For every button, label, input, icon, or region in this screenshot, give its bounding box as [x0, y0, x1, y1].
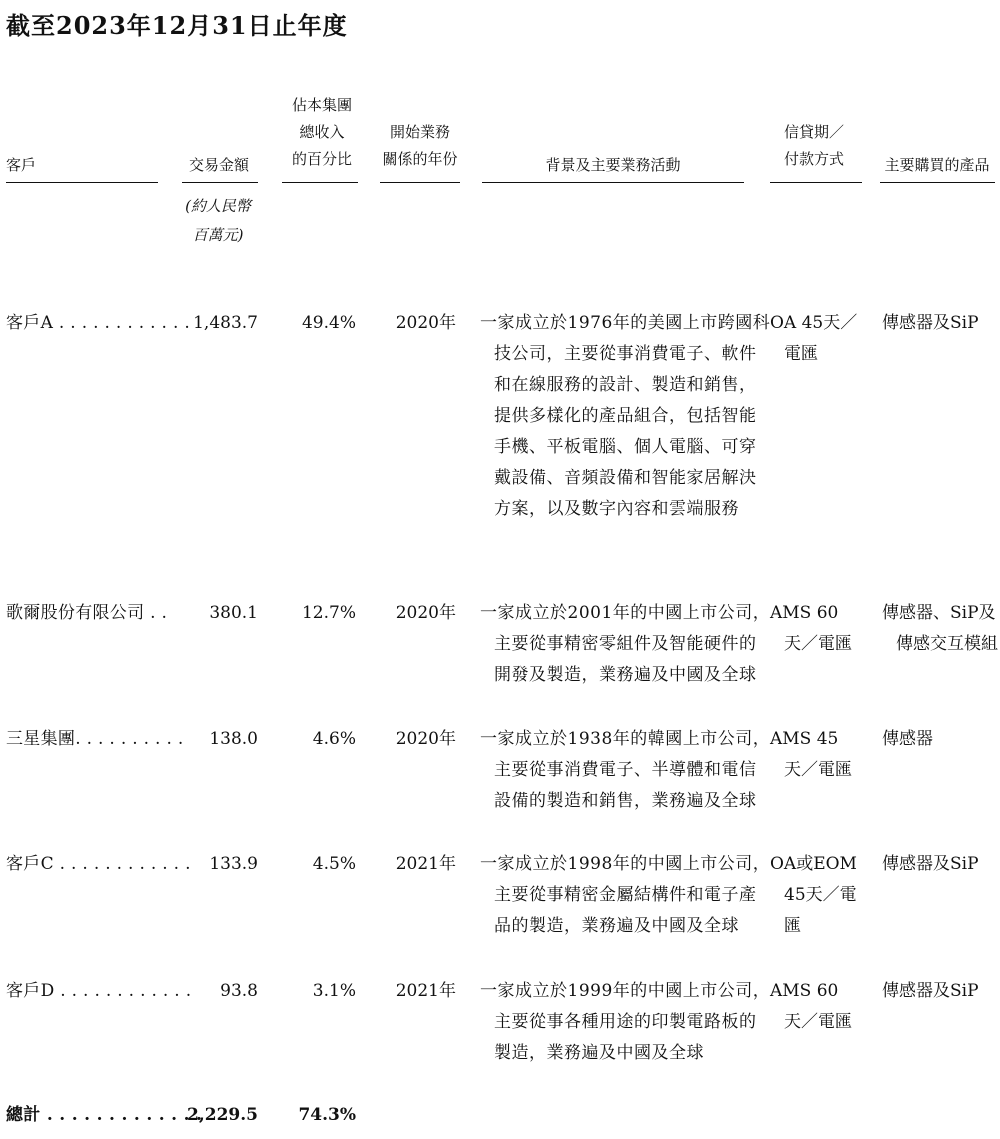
total-amount: 2,229.5	[187, 1105, 258, 1125]
header-background	[482, 152, 744, 179]
header-year	[378, 119, 462, 173]
terms-line: 匯	[784, 916, 801, 936]
customer-name: 客戶C . . . . . . . . . . . .	[6, 854, 191, 874]
products-purchased	[882, 308, 997, 339]
header-year-line-2: 關係的年份	[382, 150, 458, 168]
start-year: 2021年	[395, 981, 456, 1001]
terms-line: 天／電匯	[784, 634, 852, 654]
header-amount-label: 交易金額	[188, 156, 249, 174]
products-line: 傳感器及SiP	[882, 981, 979, 1001]
background-line: 提供多樣化的產品組合，包括智能	[494, 406, 757, 426]
products-line: 傳感器及SiP	[882, 313, 979, 333]
transaction-amount: 380.1	[209, 603, 258, 623]
products-purchased	[882, 724, 997, 755]
customer-name: 三星集團. . . . . . . . . .	[6, 729, 184, 749]
background-line: 戴設備、音頻設備和智能家居解決	[494, 468, 757, 488]
background-description	[480, 724, 771, 817]
header-background-label: 背景及主要業務活動	[545, 156, 681, 174]
header-share-line-1: 佔本集團	[291, 96, 352, 114]
background-line: 一家成立於1976年的美國上市跨國科	[480, 313, 771, 333]
header-rule-products	[880, 182, 995, 183]
background-line: 技公司，主要從事消費電子、軟件	[494, 344, 757, 364]
background-line: 設備的製造和銷售，業務遍及全球	[494, 791, 757, 811]
credit-terms	[770, 724, 865, 786]
terms-line: AMS 45	[770, 729, 839, 749]
products-line: 傳感器	[882, 729, 933, 749]
revenue-share: 4.5%	[312, 854, 356, 874]
background-line: 品的製造，業務遍及中國及全球	[494, 916, 739, 936]
amount-unit-note	[178, 192, 258, 250]
transaction-amount: 138.0	[209, 729, 258, 749]
background-line: 主要從事精密零組件及智能硬件的	[494, 634, 757, 654]
background-description	[480, 598, 771, 691]
header-share-line-2: 總收入	[299, 123, 345, 141]
products-purchased	[882, 849, 997, 880]
terms-line: OA 45天／	[770, 313, 858, 333]
header-rule-terms	[770, 182, 862, 183]
header-terms-line-1: 信貸期／	[783, 123, 844, 141]
background-line: 主要從事精密金屬結構件和電子產	[494, 885, 757, 905]
start-year: 2020年	[395, 729, 456, 749]
header-products	[878, 152, 996, 179]
header-terms-line-2: 付款方式	[783, 150, 844, 168]
amount-unit-line-1: (約人民幣	[185, 197, 251, 215]
revenue-share: 12.7%	[301, 603, 356, 623]
header-rule-background	[482, 182, 744, 183]
start-year: 2020年	[395, 313, 456, 333]
header-share-line-3: 的百分比	[291, 150, 352, 168]
credit-terms	[770, 849, 865, 942]
terms-line: 45天／電	[784, 885, 857, 905]
header-terms	[766, 119, 862, 173]
terms-line: 天／電匯	[784, 760, 852, 780]
header-rule-share	[282, 182, 358, 183]
revenue-share: 4.6%	[312, 729, 356, 749]
transaction-amount: 1,483.7	[193, 313, 258, 333]
page-title: 截至2023年12月31日止年度	[6, 11, 348, 40]
terms-line: 天／電匯	[784, 1012, 852, 1032]
amount-unit-line-2: 百萬元)	[192, 226, 244, 244]
customer-name: 客戶D . . . . . . . . . . . .	[6, 981, 192, 1001]
transaction-amount: 93.8	[220, 981, 258, 1001]
background-line: 一家成立於1999年的中國上市公司，	[480, 981, 771, 1001]
header-year-line-1: 開始業務	[389, 123, 450, 141]
background-line: 製造，業務遍及中國及全球	[494, 1043, 704, 1063]
header-customer-label: 客戶	[6, 156, 37, 174]
background-line: 開發及製造，業務遍及中國及全球	[494, 665, 757, 685]
start-year: 2021年	[395, 854, 456, 874]
background-line: 方案，以及數字內容和雲端服務	[494, 499, 739, 519]
header-amount	[178, 152, 260, 179]
background-description	[480, 308, 771, 525]
background-line: 一家成立於2001年的中國上市公司，	[480, 603, 771, 623]
credit-terms	[770, 976, 865, 1038]
background-description	[480, 849, 771, 942]
products-purchased	[882, 598, 997, 660]
terms-line: AMS 60	[770, 981, 839, 1001]
header-share	[282, 92, 362, 173]
revenue-share: 3.1%	[312, 981, 356, 1001]
total-label: 總計 . . . . . . . . . . . . .	[6, 1105, 203, 1125]
header-customer	[6, 152, 156, 179]
transaction-amount: 133.9	[209, 854, 258, 874]
header-rule-year	[380, 182, 460, 183]
background-line: 主要從事消費電子、半導體和電信	[494, 760, 757, 780]
start-year: 2020年	[395, 603, 456, 623]
customer-name: 客戶A . . . . . . . . . . . .	[6, 313, 191, 333]
products-line: 傳感交互模組	[896, 634, 998, 654]
customer-name: 歌爾股份有限公司 . .	[6, 603, 168, 623]
total-share: 74.3%	[298, 1105, 356, 1125]
header-products-label: 主要購買的產品	[884, 156, 990, 174]
credit-terms	[770, 598, 865, 660]
products-line: 傳感器及SiP	[882, 854, 979, 874]
background-line: 主要從事各種用途的印製電路板的	[494, 1012, 757, 1032]
background-line: 手機、平板電腦、個人電腦、可穿	[494, 437, 757, 457]
background-description	[480, 976, 771, 1069]
terms-line: AMS 60	[770, 603, 839, 623]
products-purchased	[882, 976, 997, 1007]
background-line: 一家成立於1938年的韓國上市公司，	[480, 729, 771, 749]
background-line: 一家成立於1998年的中國上市公司，	[480, 854, 771, 874]
terms-line: 電匯	[784, 344, 818, 364]
header-rule-amount	[182, 182, 258, 183]
credit-terms	[770, 308, 865, 370]
revenue-share: 49.4%	[301, 313, 356, 333]
background-line: 和在線服務的設計、製造和銷售，	[494, 375, 757, 395]
header-rule-customer	[6, 182, 158, 183]
terms-line: OA或EOM	[770, 854, 857, 874]
products-line: 傳感器、SiP及	[882, 603, 996, 623]
